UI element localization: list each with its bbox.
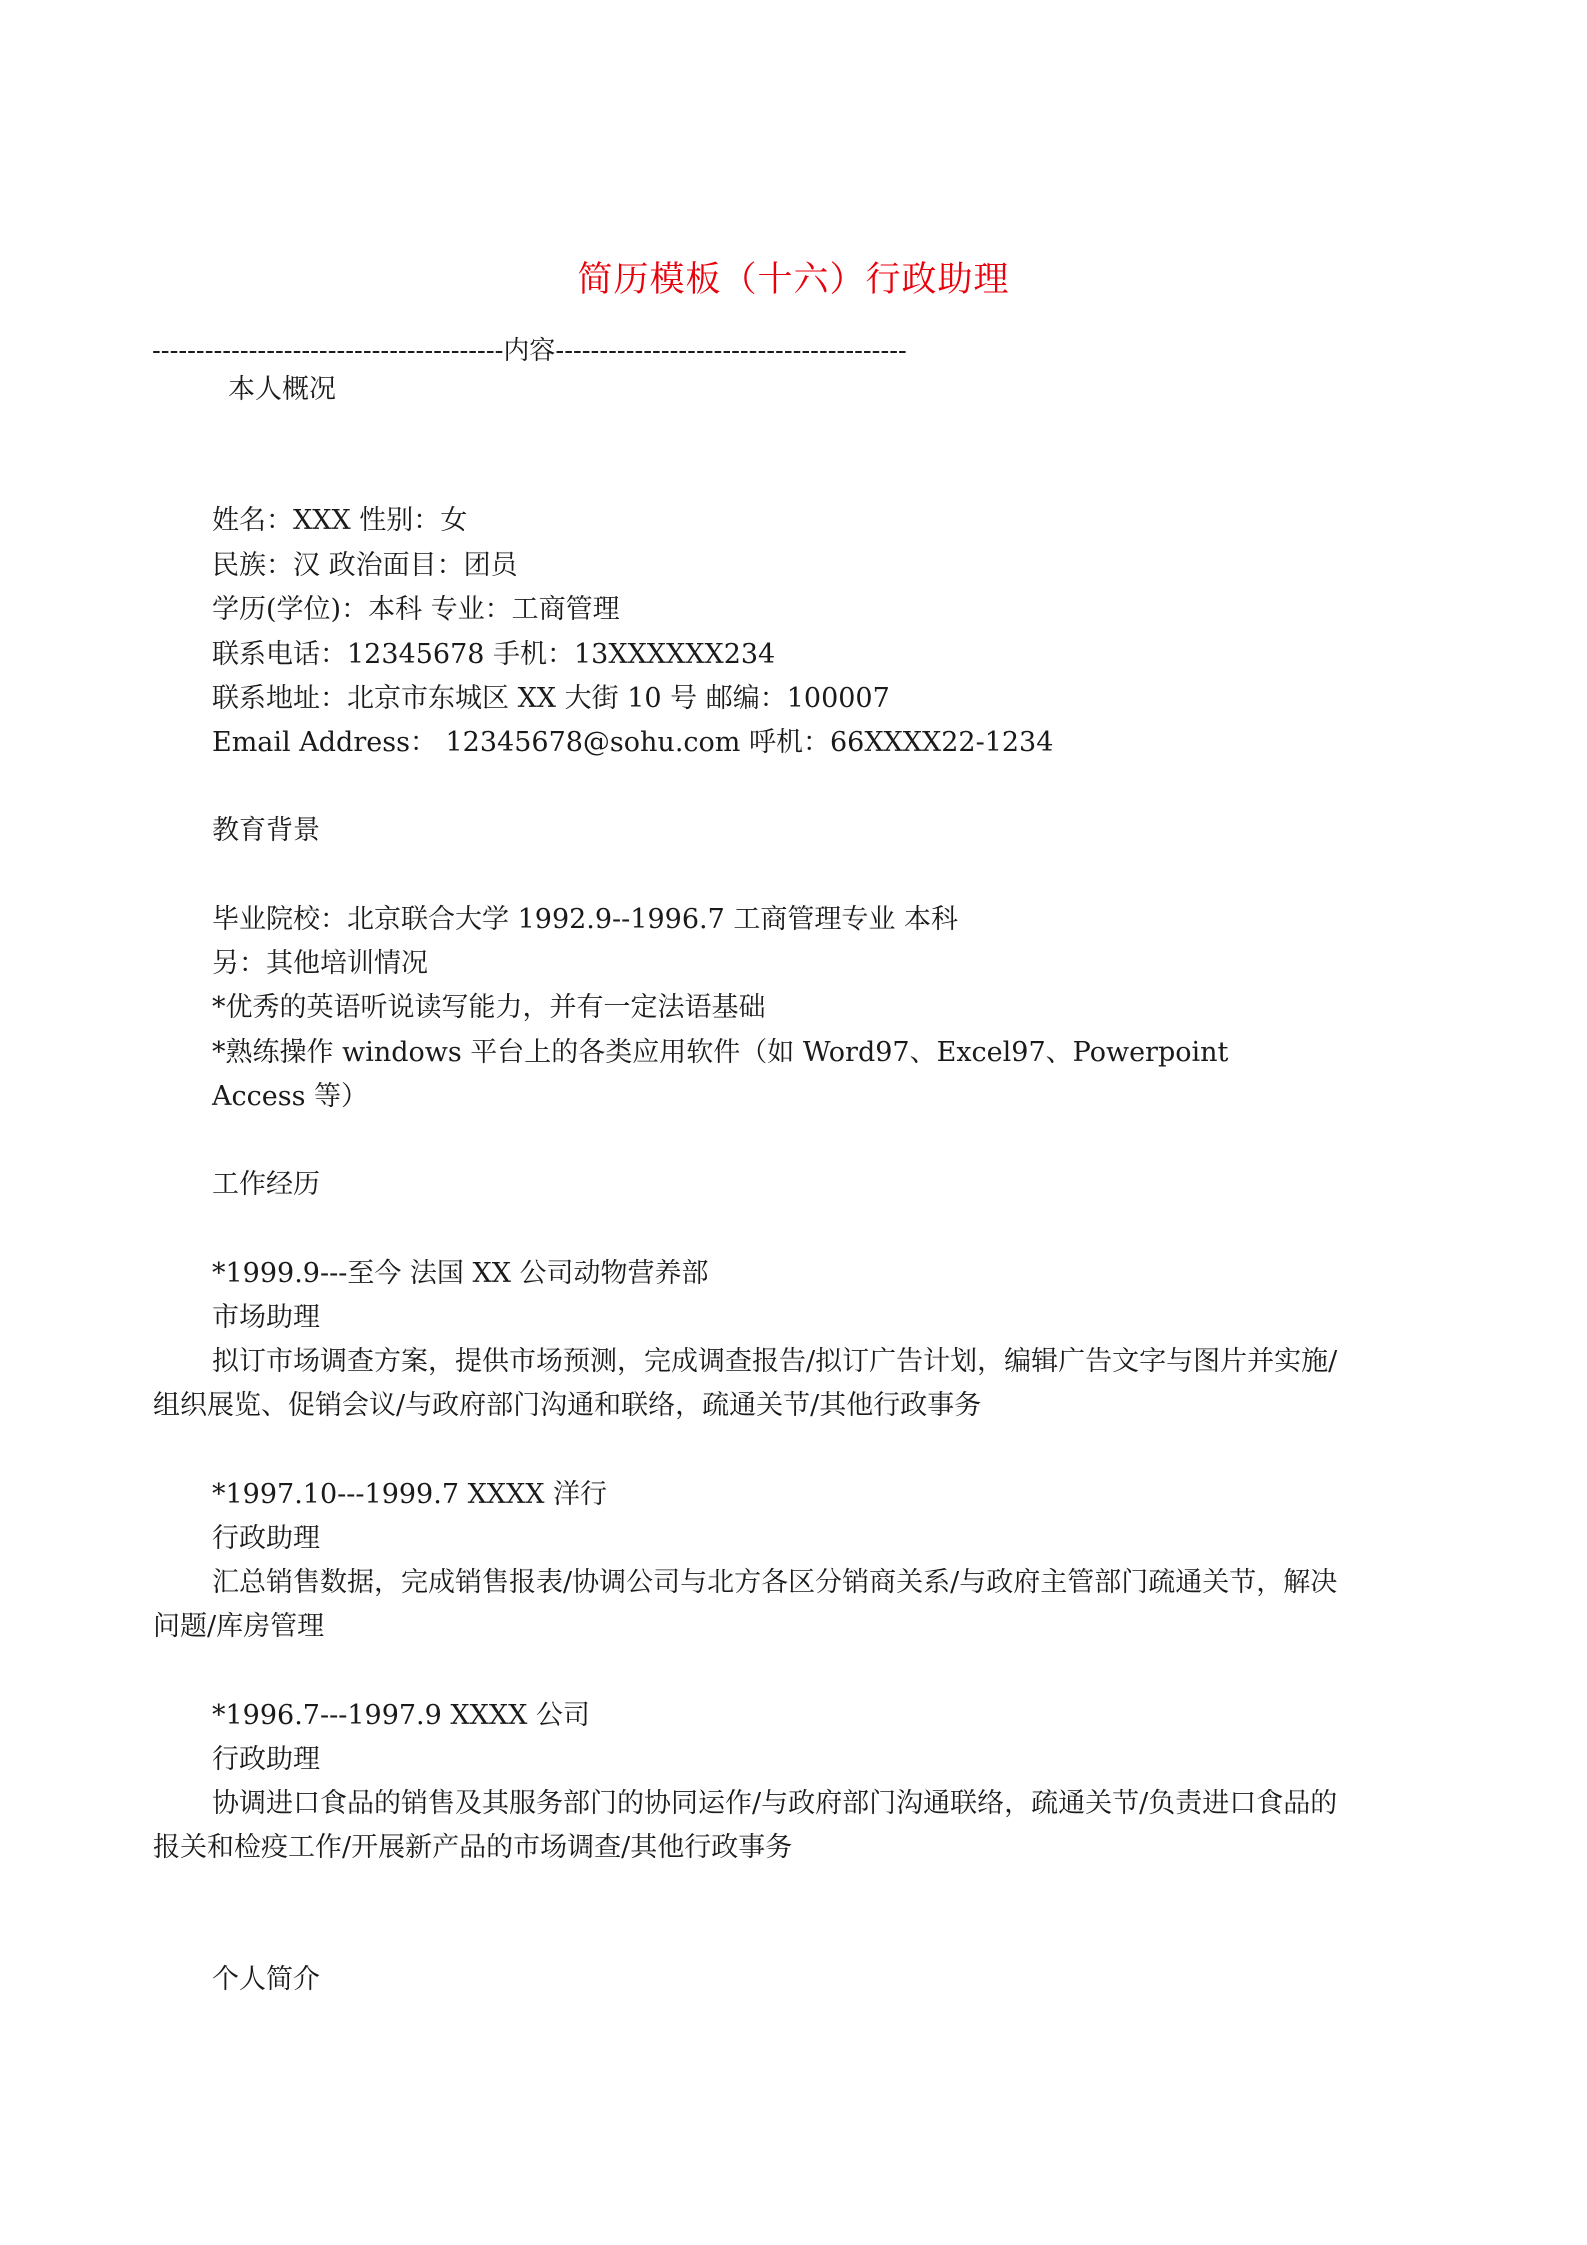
section-heading-work: 工作经历 [212,1169,320,1200]
document-title: 简历模板（十六）行政助理 [577,260,1010,300]
profile-line-name: 姓名：XXX 性别：女 [212,505,468,536]
profile-line-address: 联系地址：北京市东城区 XX 大街 10 号 邮编：100007 [212,683,890,714]
job-1-period: *1999.9---至今 法国 XX 公司动物营养部 [212,1258,709,1289]
job-2-role: 行政助理 [212,1523,320,1554]
job-3-desc-line-1: 协调进口食品的销售及其服务部门的协同运作/与政府部门沟通联络，疏通关节/负责进口食品的 [212,1788,1338,1819]
job-2-desc-line-2: 问题/库房管理 [153,1611,325,1642]
job-1-desc-line-2: 组织展览、促销会议/与政府部门沟通和联络，疏通关节/其他行政事务 [153,1390,982,1421]
profile-line-phone: 联系电话：12345678 手机：13XXXXXX234 [212,639,776,670]
profile-line-education: 学历(学位)：本科 专业：工商管理 [212,594,620,625]
section-heading-education: 教育背景 [212,815,320,846]
job-1-desc-line-1: 拟订市场调查方案，提供市场预测，完成调查报告/拟订广告计划，编辑广告文字与图片并实施/ [212,1346,1338,1377]
content-divider: ----------------------------------------内容---------------------------------------- [152,336,907,366]
profile-line-ethnicity: 民族：汉 政治面目：团员 [212,550,518,581]
section-heading-profile: 本人概况 [228,374,336,405]
section-heading-intro: 个人简介 [212,1964,320,1995]
profile-line-email: Email Address： 12345678@sohu.com 呼机：66XXXX22-1234 [212,727,1054,758]
education-line-software-cont: Access 等） [212,1081,369,1112]
education-line-training: 另：其他培训情况 [212,948,428,979]
job-3-period: *1996.7---1997.9 XXXX 公司 [212,1700,590,1731]
job-2-desc-line-1: 汇总销售数据，完成销售报表/协调公司与北方各区分销商关系/与政府主管部门疏通关节，解决 [212,1567,1338,1598]
education-line-english: *优秀的英语听说读写能力，并有一定法语基础 [212,992,766,1023]
job-2-period: *1997.10---1999.7 XXXX 洋行 [212,1479,608,1510]
education-line-software: *熟练操作 windows 平台上的各类应用软件（如 Word97、Excel97、Powerpoint [212,1037,1229,1068]
job-3-role: 行政助理 [212,1744,320,1775]
job-3-desc-line-2: 报关和检疫工作/开展新产品的市场调查/其他行政事务 [153,1832,793,1863]
education-line-school: 毕业院校：北京联合大学 1992.9--1996.7 工商管理专业 本科 [212,904,958,935]
job-1-role: 市场助理 [212,1302,320,1333]
